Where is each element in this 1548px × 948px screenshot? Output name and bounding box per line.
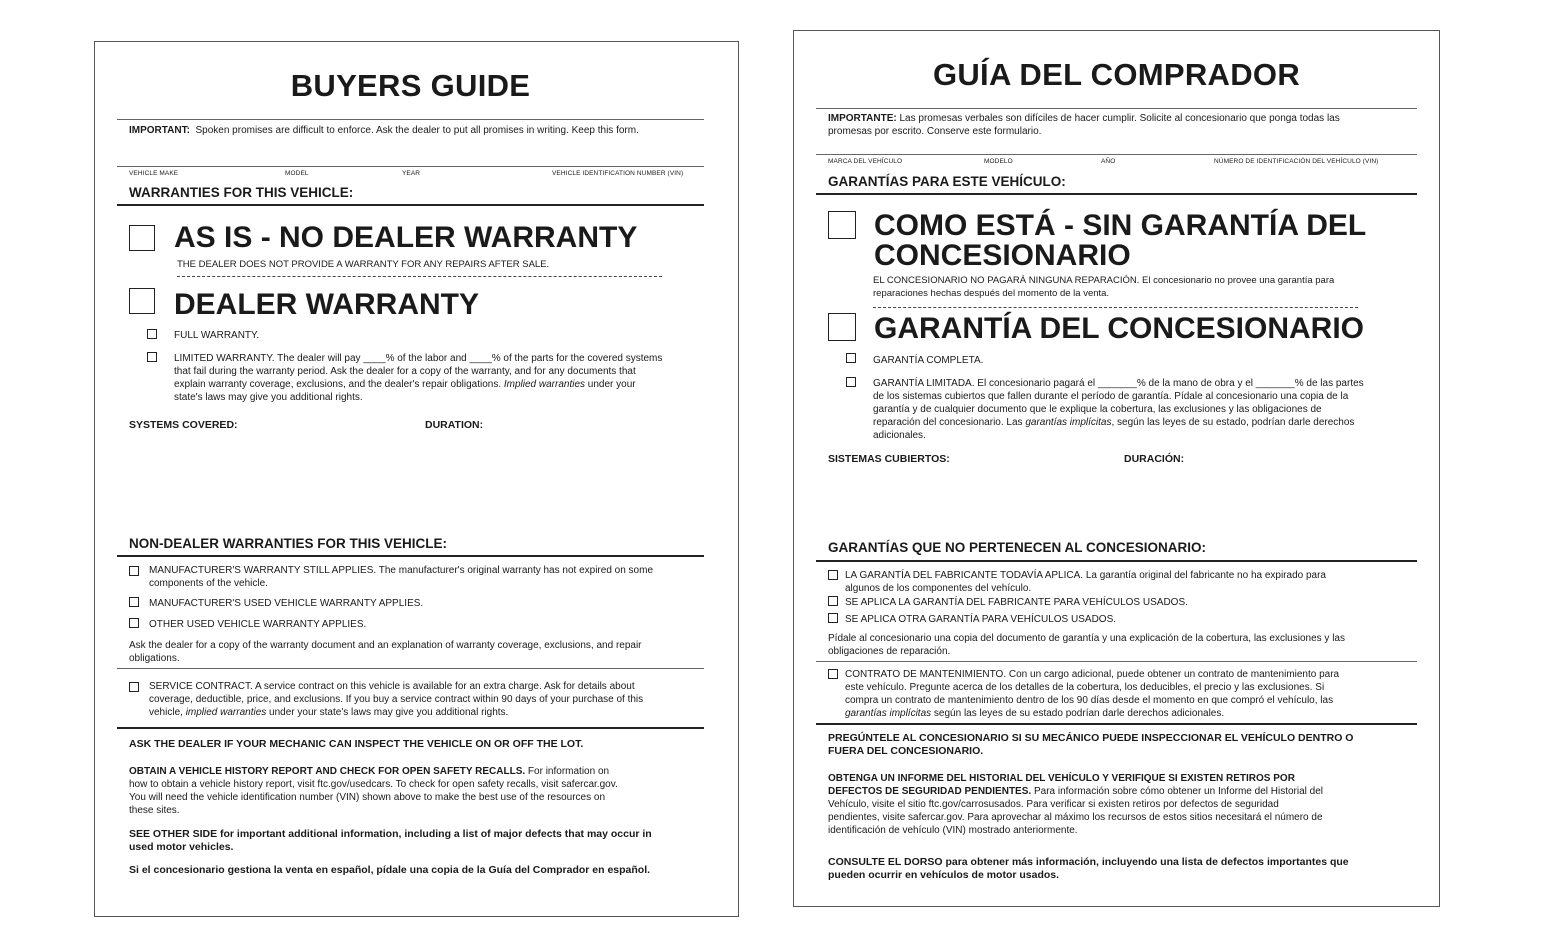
year-field-es[interactable]: AÑO	[1101, 158, 1116, 165]
dealer-warranty-checkbox-es[interactable]	[828, 313, 856, 341]
full-warranty-label-es: GARANTÍA COMPLETA.	[873, 355, 984, 366]
important-notice: IMPORTANT: Spoken promises are difficult to enforce. Ask the dealer to put all promises in writing. Keep this form.	[129, 125, 639, 136]
limited-warranty-checkbox-es[interactable]	[846, 377, 856, 387]
vehicle-make-field[interactable]: VEHICLE MAKE	[129, 170, 179, 177]
important-notice-es: IMPORTANTE: Las promesas verbales son difíciles de hacer cumplir. Solicite al concesionario que ponga todas las promesas por escrito. Conserve este formulario.	[828, 113, 1340, 137]
buyers-guide-spanish	[793, 30, 1440, 907]
vin-field-es[interactable]: NÚMERO DE IDENTIFICACIÓN DEL VEHÍCULO (VIN)	[1214, 158, 1379, 165]
vehicle-history-text-es: OBTENGA UN INFORME DEL HISTORIAL DEL VEHÍCULO Y VERIFIQUE SI EXISTEN RETIROS POR DEFECTOS DE SEGURIDAD PENDIENTES. Para información sobre cómo obtener un Informe del Historial del Vehículo, visite el sitio ftc.gov/carrosusados. Para verificar si existen retiros por defectos de seguridad pendientes, visite safercar.gov. Para aprovechar al máximo los recursos de estos sitios necesitará el número de identificación de vehículo (VIN) mostrado anteriormente.	[828, 773, 1323, 836]
warranties-heading-es: GARANTÍAS PARA ESTE VEHÍCULO:	[828, 174, 1066, 189]
other-used-label-es: SE APLICA OTRA GARANTÍA PARA VEHÍCULOS USADOS.	[845, 614, 1117, 625]
mfr-used-checkbox-es[interactable]	[828, 596, 838, 606]
other-used-checkbox-es[interactable]	[828, 613, 838, 623]
year-field[interactable]: YEAR	[402, 170, 421, 177]
buyers-guide-english	[94, 41, 739, 917]
page-title-es: GUÍA DEL COMPRADOR	[932, 57, 1301, 92]
full-warranty-checkbox[interactable]	[147, 329, 157, 339]
as-is-title: AS IS - NO DEALER WARRANTY	[174, 221, 638, 254]
vehicle-history-text: OBTAIN A VEHICLE HISTORY REPORT AND CHECK FOR OPEN SAFETY RECALLS. For information on how to obtain a vehicle history report, visit ftc.gov/usedcars. To check for open safety recalls, visit safercar.gov. You will need the vehicle identification number (VIN) shown above to make the best use of the resources on these sites.	[129, 766, 618, 816]
dealer-warranty-checkbox[interactable]	[129, 288, 155, 314]
spanish-note: Si el concesionario gestiona la venta en español, pídale una copia de la Guía del Comprador en español.	[129, 864, 651, 876]
other-used-label: OTHER USED VEHICLE WARRANTY APPLIES.	[149, 619, 367, 630]
service-contract-checkbox-es[interactable]	[828, 669, 838, 679]
mfr-warranty-text-es: LA GARANTÍA DEL FABRICANTE TODAVÍA APLICA. La garantía original del fabricante no ha expirado para algunos de los componentes del vehículo.	[845, 570, 1326, 594]
non-dealer-heading-es: GARANTÍAS QUE NO PERTENECEN AL CONCESIONARIO:	[828, 540, 1207, 555]
dealer-warranty-title-es: GARANTÍA DEL CONCESIONARIO	[874, 312, 1365, 345]
as-is-subtitle: THE DEALER DOES NOT PROVIDE A WARRANTY FOR ANY REPAIRS AFTER SALE.	[177, 259, 550, 270]
ask-copy-text-es: Pídale al concesionario una copia del documento de garantía y una explicación de la cobertura, las exclusiones y las obligaciones de reparación.	[828, 633, 1345, 657]
consult-back-text-es: CONSULTE EL DORSO para obtener más información, incluyendo una lista de defectos importantes que pueden ocurrir en vehículos de motor usados.	[828, 856, 1349, 881]
limited-warranty-checkbox[interactable]	[147, 352, 157, 362]
service-contract-checkbox[interactable]	[129, 682, 139, 692]
mechanic-inspection-text: ASK THE DEALER IF YOUR MECHANIC CAN INSPECT THE VEHICLE ON OR OFF THE LOT.	[129, 738, 584, 750]
mfr-used-label: MANUFACTURER'S USED VEHICLE WARRANTY APPLIES.	[149, 598, 424, 609]
see-other-side-text: SEE OTHER SIDE for important additional information, including a list of major defects that may occur in used motor vehicles.	[129, 828, 652, 853]
mfr-warranty-checkbox-es[interactable]	[828, 570, 838, 580]
non-dealer-heading: NON-DEALER WARRANTIES FOR THIS VEHICLE:	[129, 536, 448, 551]
vehicle-make-field-es[interactable]: MARCA DEL VEHÍCULO	[828, 158, 903, 165]
dealer-warranty-title: DEALER WARRANTY	[174, 288, 479, 321]
duration-label: DURATION:	[425, 419, 484, 431]
as-is-checkbox[interactable]	[129, 225, 155, 251]
as-is-title-es: COMO ESTÁ - SIN GARANTÍA DEL CONCESIONARIO	[874, 209, 1367, 272]
ask-copy-text: Ask the dealer for a copy of the warranty document and an explanation of warranty coverage, exclusions, and repair obligations.	[129, 640, 642, 664]
as-is-checkbox-es[interactable]	[828, 211, 856, 239]
systems-covered-label-es: SISTEMAS CUBIERTOS:	[828, 453, 950, 465]
warranties-heading: WARRANTIES FOR THIS VEHICLE:	[129, 185, 354, 200]
mfr-warranty-checkbox[interactable]	[129, 566, 139, 576]
full-warranty-checkbox-es[interactable]	[846, 353, 856, 363]
mechanic-inspection-text-es: PREGÚNTELE AL CONCESIONARIO SI SU MECÁNICO PUEDE INSPECCIONAR EL VEHÍCULO DENTRO O FUERA DEL CONCESIONARIO.	[828, 732, 1354, 757]
page-title: BUYERS GUIDE	[290, 68, 531, 103]
mfr-warranty-text: MANUFACTURER'S WARRANTY STILL APPLIES. The manufacturer's original warranty has not expired on some components of the vehicle.	[149, 565, 654, 589]
systems-covered-label: SYSTEMS COVERED:	[129, 419, 238, 431]
mfr-used-checkbox[interactable]	[129, 597, 139, 607]
model-field-es[interactable]: MODELO	[984, 158, 1013, 165]
limited-warranty-text: LIMITED WARRANTY. The dealer will pay ____% of the labor and ____% of the parts for the covered systems that fail during the warranty period. Ask the dealer for a copy of the warranty, and for any documents that explain warranty coverage, exclusions, and the dealer's repair obligations. Implied warranties under your state's laws may give you additional rights.	[174, 353, 663, 403]
service-contract-text-es: CONTRATO DE MANTENIMIENTO. Con un cargo adicional, puede obtener un contrato de mantenimiento para este vehículo. Pregunte acerca de los detalles de la cobertura, los deducibles, el precio y las exclusiones. Si compra un contrato de mantenimiento dentro de los 90 días desde el momento en que compró el vehículo, las garantías implícitas según las leyes de su estado podrían darle derechos adicionales.	[845, 669, 1340, 719]
as-is-subtitle-es: EL CONCESIONARIO NO PAGARÁ NINGUNA REPARACIÓN. El concesionario no provee una garantía para reparaciones hechas después del momento de la venta.	[873, 275, 1335, 299]
limited-warranty-text-es: GARANTÍA LIMITADA. El concesionario pagará el _______% de la mano de obra y el _______% de las partes de los sistemas cubiertos que fallen durante el período de garantía. Pídale al concesionario una copia de la garantía y de cualquier documento que le explique la cobertura, las exclusiones y las obligaciones de reparación del concesionario. Las garantías implícitas, según las leyes de su estado, podrían darle derechos adicionales.	[873, 378, 1364, 441]
model-field[interactable]: MODEL	[285, 170, 309, 177]
full-warranty-label: FULL WARRANTY.	[174, 330, 260, 341]
duration-label-es: DURACIÓN:	[1124, 453, 1185, 465]
service-contract-text: SERVICE CONTRACT. A service contract on this vehicle is available for an extra charge. Ask for details about coverage, deductible, price, and exclusions. If you buy a service contract within 90 days of your purchase of this vehicle, implied warranties under your state's laws may give you additional rights.	[149, 681, 644, 718]
other-used-checkbox[interactable]	[129, 618, 139, 628]
vin-field[interactable]: VEHICLE IDENTIFICATION NUMBER (VIN)	[552, 170, 684, 177]
mfr-used-label-es: SE APLICA LA GARANTÍA DEL FABRICANTE PARA VEHÍCULOS USADOS.	[845, 597, 1188, 608]
